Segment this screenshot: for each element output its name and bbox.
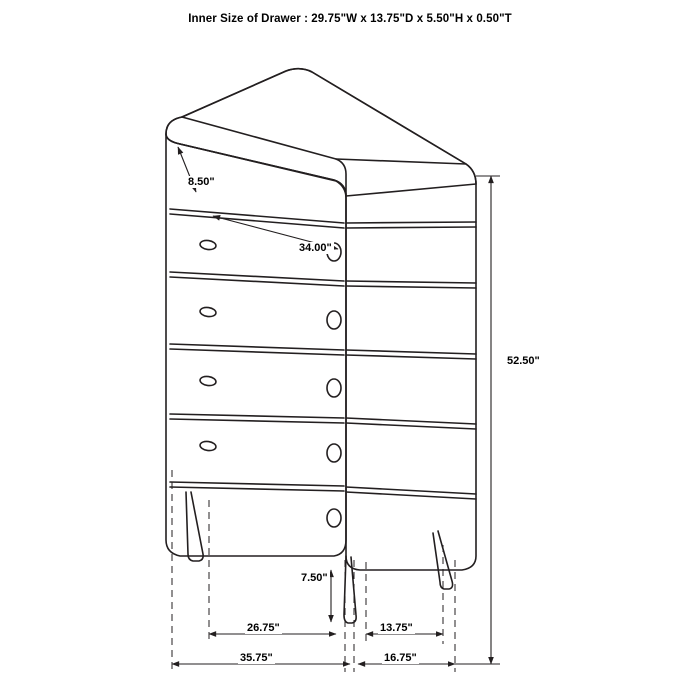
side-drawer-line-1b [346,227,476,228]
page-title: Inner Size of Drawer : 29.75"W x 13.75"D x 5.50"H x 0.50"T [188,13,512,25]
dim-label-top-depth: 8.50" [188,176,215,188]
extension-lines [172,470,455,672]
drawer-handle-side-2 [327,311,341,329]
drawer-handle-front-4 [199,440,216,451]
drawer-divider-5b [170,487,344,491]
drawer-divider-2 [170,272,344,281]
drawer-handle-front-2 [199,306,216,317]
drawer-handle-side-5 [327,509,341,527]
drawer-handle-side-3 [327,379,341,397]
drawer-divider-4b [170,419,344,423]
top-inner-edge-right [336,159,466,164]
drawer-divider-5 [170,482,344,486]
drawer-divider-4 [170,414,344,418]
drawer-handle-side-4 [327,444,341,462]
chest-outline [166,69,476,623]
drawer-handle-front-3 [199,375,216,386]
dim-label-base-front: 35.75" [240,652,273,664]
drawer-divider-2b [170,277,344,286]
dim-label-side-depth: 13.75" [380,622,413,634]
side-drawer-line-2b [346,286,476,288]
dim-label-drawer-width: 26.75" [247,622,280,634]
dimension-lines [172,147,500,664]
cabinet-right-side [166,69,476,570]
side-drawer-line-3b [346,355,476,359]
dim-label-leg-height: 7.50" [301,572,328,584]
side-drawer-line-1 [346,222,476,223]
side-drawer-line-3 [346,350,476,354]
dim-label-top-width: 34.00" [299,242,332,254]
leg-front-left [186,492,203,561]
dim-label-overall-height: 52.50" [507,355,540,367]
drawer-handle-front-1 [199,239,216,250]
dim-label-base-side: 16.75" [384,652,417,664]
side-drawer-line-2 [346,281,476,283]
